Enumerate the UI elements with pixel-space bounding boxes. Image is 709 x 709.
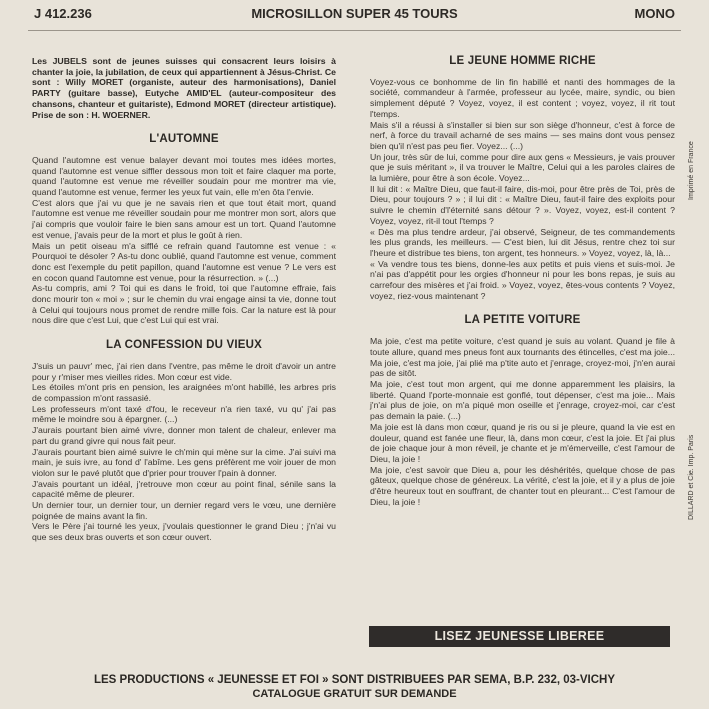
lyrics-paragraph: Vers le Père j'ai tourné les yeux, j'voulais questionner le grand Dieu ; j'n'ai vu que ses deux bras ouverts et son cœur ouvert. [32,521,336,543]
right-column [370,56,675,507]
lyrics-paragraph: Les professeurs m'ont taxé d'fou, le receveur n'a rien taxé, vu qu' j'ai pas même le moindre sou à épargner. (...) [32,403,336,425]
jeunesse-liberee-banner: LISEZ JEUNESSE LIBEREE [369,626,670,647]
lyrics-paragraph: « Dès ma plus tendre ardeur, j'ai observé, Seigneur, de tes commandements les plus grands, les meilleurs. — C'est bien, lui dit Jésus, rentre chez toi sur l'heure et distribue tes biens, ton argent, tes honneurs. » Voyez, voyez, là, là... [370,226,675,258]
lyrics-paragraph: J'aurais pourtant bien aimé suivre le ch'min qui mène sur la cime. J'ai suivi ma main, je suis ivre, au fond d' l'abîme. Les gens préfèrent me voir jouer de mon violon sur le pavé plutôt que d'prier pour trouver l'pain à donner. [32,446,336,478]
lyrics-paragraph: As-tu compris, ami ? Toi qui es dans le froid, toi que l'automne effraie, fais donc mourir ton « moi » ; sur le chemin du vrai engage ainsi ta vie, donne tout à Celui qui toujours nous promet de rendre mille fois. Car la nature est là pour nous dire que c'est Lui, que c'est Lui qui est vrai. [32,283,336,326]
catalog-number: J 412.236 [34,6,92,21]
song-title-confession: LA CONFESSION DU VIEUX [105,339,263,352]
lyrics-paragraph: Ma joie, c'est tout mon argent, qui me donne apparemment les plaisirs, la liberté. Quand l'porte-monnaie est gonflé, tout dépenser, c'est ma joie... Mais j'n'ai plus de joie, on m'a piqué mon oseille et j'enrage, croyez-moi, car c'est pas demain la paie. (...) [370,378,675,422]
record-format-title: MICROSILLON SUPER 45 TOURS [251,6,458,21]
footer [0,673,709,701]
lyrics-paragraph: Quand l'automne est venue balayer devant moi toutes mes idées mortes, quand l'automne est venue siffler dessous mon toit et faire claquer ma porte, quand l'automne est venue me réveiller soudain pour me montrer ma vie, quand l'automne est venue, fermer les yeux fut vain, elle m'en ôta l'envie. [32,154,336,198]
mono-label: MONO [634,6,675,21]
lyrics-paragraph: Mais s'il a réussi à s'installer si bien sur son siège d'honneur, c'est à force de nerf, à force du travail acharné de ses mains — ses mains dont vous pensez bien qu'il n'est pas peu fier. Voyez... (...) [370,119,675,151]
distribution-notice: LES PRODUCTIONS « JEUNESSE ET FOI » SONT DISTRIBUEES PAR SEMA, B.P. 232, 03-VICHY [93,674,616,686]
lyrics-paragraph: Il lui dit : « Maître Dieu, que faut-il faire, dis-moi, pour être près de Toi, près de Dieu, pour toujours ? » ; il lui dit : « Maître Dieu, faut-il faire des exploits pour suivre le chemin d'l'éternité sans détour ? ». Voyez, voyez, est-il content ? Voyez, voyez, rit-il tout l'temps ? [370,183,675,226]
lyrics-paragraph: J'avais pourtant un idéal, j'retrouve mon cœur au point final, sénile sans la capacité même de pleurer. [32,478,336,500]
catalogue-notice: CATALOGUE GRATUIT SUR DEMANDE [252,688,457,700]
song-title-jeune-homme: LE JEUNE HOMME RICHE [449,55,596,67]
lyrics-paragraph: Un jour, très sûr de lui, comme pour dire aux gens « Messieurs, je vais prouver que je suis méritant », il va trouver le Maître, Celui qui a les paroles claires de la lumière, pour être à son école. Voyez... [370,151,675,184]
header-rule [28,30,681,31]
lyrics-paragraph: « Va vendre tous tes biens, donne-les aux petits et puis viens et suis-moi. Je n'ai pas d'appétit pour les orgies d'honneur ni pour les bons repas, je suis au carrefour des misères et j'ai froid. » Voyez, voyez, êtes-vous contents ? Voyez, voyez, riez-vous maintenant ? [370,258,675,301]
lyrics-paragraph: Ma joie, c'est savoir que Dieu a, pour les déshérités, quelque chose de pas gâteux, quelque chose de généreux. La vérité, c'est la joie, et il y a plus de joie d'être heureux tout en souffrant, de chanter tout en pleurant... C'est l'amour de Dieu, la joie ! [370,464,675,507]
song-title-automne: L'AUTOMNE [149,133,219,146]
printer-credit: DILLARD et Cie. Imp. Paris [688,434,695,520]
lyrics-paragraph: Un dernier tour, un dernier tour, un dernier regard vers le vœu, une dernière poignée de mains avant la fin. [32,500,336,521]
lyrics-paragraph: Ma joie, c'est ma petite voiture, c'est quand je suis au volant. Quand je file à toute allure, quand mes pneus font aux tournants des étincelles, c'est ma joie... Ma joie, c'est ma joie, j'ai plié ma p'tite auto et j'enrage, croyez-moi, j'n'en aurai pas de sitôt. [370,336,675,379]
left-column [32,56,336,543]
lyrics-paragraph: J'suis un pauvr' mec, j'ai rien dans l'ventre, pas même le droit d'avoir un antre pour y r'miser mes vieilles rides. Mon cœur est vide. [32,360,336,382]
lyrics-paragraph: Ma joie est là dans mon cœur, quand je ris ou si je pleure, quand la vie est en douleur, quand est fanée une fleur, là, dans mon cœur, c'est la joie. Et j'ai plus de joie chaque jour à mon réveil, je chante et je m'émerveille, c'est l'amour de Dieu, la joie ! [370,421,675,464]
lyrics-paragraph: C'est alors que j'ai vu que je ne savais rien et que tout était mort, quand l'automne est venue me réveiller soudain pour me montrer mon sort, alors que j'ai compris que vouloir faire le bien sans amour est un tort. Quand l'automne est venue, j'avais peur de la mort et plus le goût à rien. [32,197,336,240]
printed-in-france-note: Imprimé en France [688,141,695,200]
lyrics-paragraph: Voyez-vous ce bonhomme de lin fin habillé et nanti des hommages de la société, commandeur à l'armée, professeur au lycée, maire, syndic, ou bien simplement député ? Voyez, voyez, il est content ; voyez, voyez, il rit tout l'temps. [370,76,675,119]
lyrics-paragraph: J'aurais pourtant bien aimé vivre, donner mon talent de chaleur, enlever ma part du grand givre qui nous fait peur. [32,425,336,446]
song-title-voiture: LA PETITE VOITURE [464,314,581,327]
header [34,6,675,24]
lyrics-paragraph: Les étoiles m'ont pris en pension, les araignées m'ont habillé, les arbres pris de compassion m'ont rassasié. [32,382,336,403]
lyrics-paragraph: Mais un petit oiseau m'a sifflé ce refrain quand l'automne est venue : « Pourquoi te désoler ? As-tu donc oublié, quand l'automne est venue, comment donc est l'exemple du petit papillon, quand l'automne est venue ? Le vers est en cocon quand l'automne est venue, pour la résurrection. » (...) [32,240,336,283]
intro-paragraph: Les JUBELS sont de jeunes suisses qui consacrent leurs loisirs à chanter la joie, la jubilation, de ceux qui appartiennent à Jésus-Christ. Ce sont : Willy MORET (organiste, auteur des harmonisations), Daniel PARTY (guitare basse), Eutyche AMID'EL (auteur-compositeur des chansons, chanteur et guitariste), Edmond MORET (directeur artistique). Prise de son : H. WOERNER. [32,56,336,120]
